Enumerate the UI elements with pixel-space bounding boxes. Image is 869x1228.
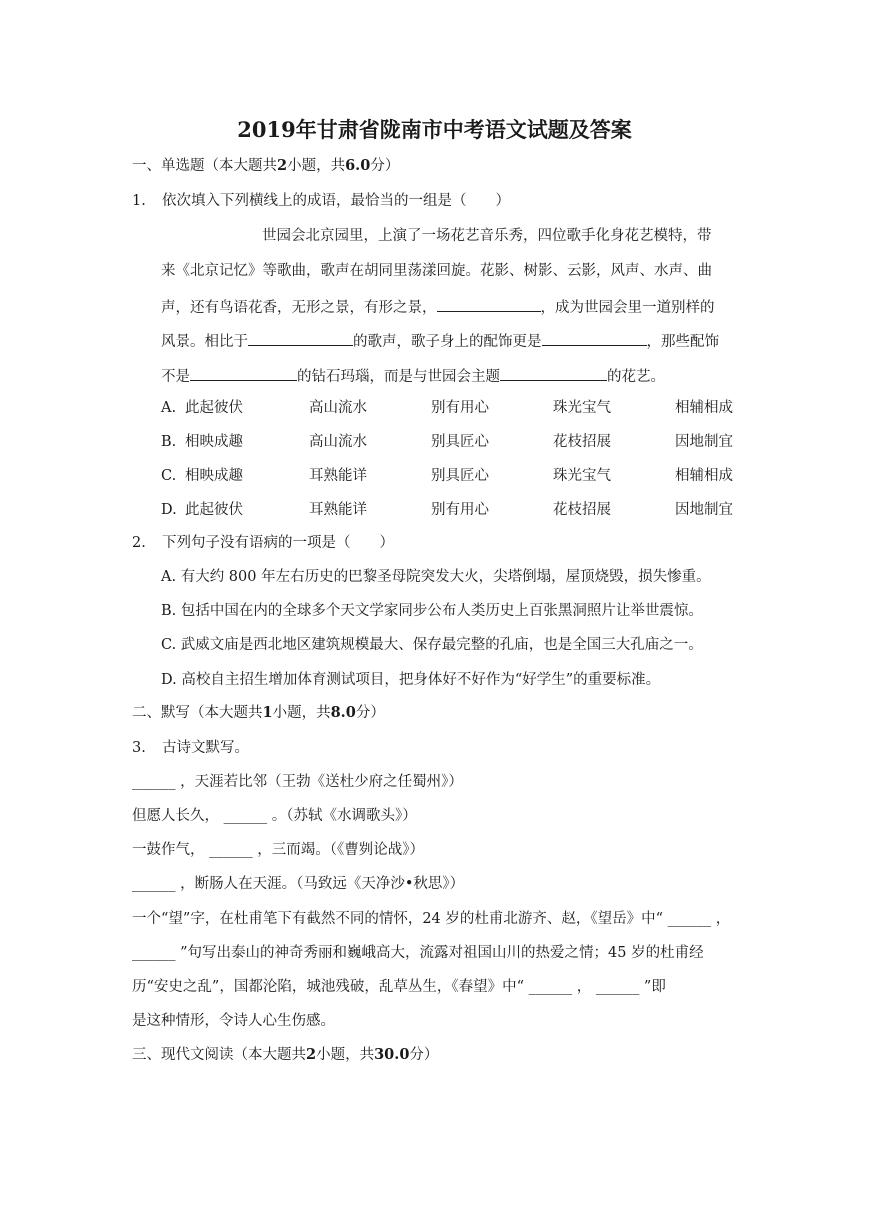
section-1-suffix: 分） xyxy=(370,158,400,174)
option-item: 珠光宝气 xyxy=(553,400,611,416)
document-title: 2019年甘肃省陇南市中考语文试题及答案 xyxy=(237,117,632,142)
fill-blank-3[interactable] xyxy=(542,330,647,346)
question-1-number: 1. xyxy=(132,193,146,209)
poem-paragraph-line-3: 历“安史之乱”，国都沦陷，城池残破，乱草丛生，《春望》中“ ______ ， ______ ”即 xyxy=(132,979,666,995)
passage-line-3 xyxy=(161,296,715,318)
passage-line-3a: 声，还有鸟语花香，无形之景，有形之景， xyxy=(161,300,437,316)
section-1-heading xyxy=(132,156,399,176)
question-3-stem xyxy=(132,738,249,758)
option-item: 相映成趣 xyxy=(185,468,243,484)
section-1-score: 6.0 xyxy=(345,157,371,174)
section-1-prefix: 一、单选题（本大题共 xyxy=(132,158,277,174)
option-item: 相辅相成 xyxy=(675,468,733,484)
question-1-stem xyxy=(132,191,510,211)
poem-line-1: ______ ，天涯若比邻（王勃《送杜少府之任蜀州》） xyxy=(132,774,463,790)
option-item: 相辅相成 xyxy=(675,400,733,416)
option-item: 此起彼伏 xyxy=(185,400,243,416)
option-item: 珠光宝气 xyxy=(553,468,611,484)
q2-option-c[interactable]: C. 武威文庙是西北地区建筑规模最大、保存最完整的孔庙，也是全国三大孔庙之一。 xyxy=(161,637,703,653)
fill-blank-1[interactable] xyxy=(437,296,541,312)
option-item: 高山流水 xyxy=(309,400,367,416)
option-label: D. xyxy=(161,502,177,518)
fill-blank-5[interactable] xyxy=(500,365,607,381)
q2-option-b[interactable]: B. 包括中国在内的全球多个天文学家同步公布人类历史上百张黑洞照片让举世震惊。 xyxy=(161,603,703,619)
section-3-prefix: 三、现代文阅读（本大题共 xyxy=(132,1047,306,1063)
q1-option-c[interactable] xyxy=(161,466,741,486)
section-3-suffix: 分） xyxy=(409,1047,439,1063)
option-item: 此起彼伏 xyxy=(185,502,243,518)
section-3-score: 30.0 xyxy=(374,1046,410,1063)
option-item: 相映成趣 xyxy=(185,434,243,450)
q1-option-b[interactable] xyxy=(161,432,741,452)
question-1-text: 依次填入下列横线上的成语，最恰当的一组是（ ） xyxy=(162,193,510,209)
poem-paragraph-line-2: ______ ”句写出泰山的神奇秀丽和巍峨高大，流露对祖国山川的热爱之情；45 岁的杜甫经 xyxy=(132,945,704,961)
question-3-number: 3. xyxy=(132,740,146,756)
passage-line-5c: 的花艺。 xyxy=(607,369,665,385)
section-3-heading xyxy=(132,1045,438,1065)
option-item: 耳熟能详 xyxy=(309,468,367,484)
passage-line-5 xyxy=(161,365,665,387)
poem-line-2: 但愿人长久， ______ 。（苏轼《水调歌头》） xyxy=(132,808,417,824)
section-2-heading xyxy=(132,703,385,723)
option-item: 耳熟能详 xyxy=(309,502,367,518)
option-item: 高山流水 xyxy=(309,434,367,450)
q2-option-d[interactable]: D. 高校自主招生增加体育测试项目，把身体好不好作为“好学生”的重要标准。 xyxy=(161,672,661,688)
passage-line-3b: ，成为世园会里一道别样的 xyxy=(540,300,715,316)
section-2-suffix: 分） xyxy=(355,705,385,721)
section-3-count: 2 xyxy=(306,1046,317,1063)
option-label: B. xyxy=(161,434,177,450)
passage-line-5b: 的钻石玛瑙，而是与世园会主题 xyxy=(297,369,500,385)
option-label: C. xyxy=(161,468,177,484)
passage-line-4 xyxy=(161,330,719,352)
question-2-stem xyxy=(132,533,394,553)
option-item: 别有用心 xyxy=(431,400,489,416)
section-2-count: 1 xyxy=(262,704,273,721)
passage-line-5a: 不是 xyxy=(161,369,190,385)
option-item: 花枝招展 xyxy=(553,434,611,450)
section-2-mid: 小题，共 xyxy=(272,705,331,721)
question-3-text: 古诗文默写。 xyxy=(162,740,249,756)
fill-blank-4[interactable] xyxy=(190,365,297,381)
q1-option-a[interactable] xyxy=(161,398,741,418)
section-3-mid: 小题，共 xyxy=(316,1047,375,1063)
section-1-count: 2 xyxy=(277,157,288,174)
section-2-prefix: 二、默写（本大题共 xyxy=(132,705,263,721)
section-2-score: 8.0 xyxy=(330,704,356,721)
poem-line-4: ______ ，断肠人在天涯。（马致远《天净沙•秋思》） xyxy=(132,876,465,892)
passage-line-1: 世园会北京园里，上演了一场花艺音乐秀，四位歌手化身花艺模特，带 xyxy=(262,228,712,244)
option-item: 别具匠心 xyxy=(431,468,489,484)
question-2-text: 下列句子没有语病的一项是（ ） xyxy=(162,535,394,551)
poem-paragraph-line-4: 是这种情形，令诗人心生伤感。 xyxy=(132,1013,335,1029)
option-item: 花枝招展 xyxy=(553,502,611,518)
option-label: A. xyxy=(161,400,177,416)
passage-line-4c: ，那些配饰 xyxy=(646,334,719,350)
poem-paragraph-line-1: 一个“望”字，在杜甫笔下有截然不同的情怀，24 岁的杜甫北游齐、赵，《望岳》中“ ______ ， xyxy=(132,911,731,927)
passage-line-4a: 风景。相比于 xyxy=(161,334,248,350)
passage-line-4b: 的歌声，歌子身上的配饰更是 xyxy=(353,334,542,350)
option-item: 因地制宜 xyxy=(675,502,733,518)
section-1-mid: 小题，共 xyxy=(287,158,346,174)
option-item: 别具匠心 xyxy=(431,434,489,450)
fill-blank-2[interactable] xyxy=(248,330,353,346)
q1-option-d[interactable] xyxy=(161,500,741,520)
passage-line-2: 来《北京记忆》等歌曲，歌声在胡同里荡漾回旋。花影、树影、云影，风声、水声、曲 xyxy=(161,263,712,279)
q2-option-a[interactable]: A. 有大约 800 年左右历史的巴黎圣母院突发大火，尖塔倒塌，屋顶烧毁，损失惨重。 xyxy=(161,569,711,585)
question-2-number: 2. xyxy=(132,535,146,551)
poem-line-3: 一鼓作气， ______ ，三而竭。（《曹刿论战》） xyxy=(132,842,424,858)
option-item: 别有用心 xyxy=(431,502,489,518)
option-item: 因地制宜 xyxy=(675,434,733,450)
